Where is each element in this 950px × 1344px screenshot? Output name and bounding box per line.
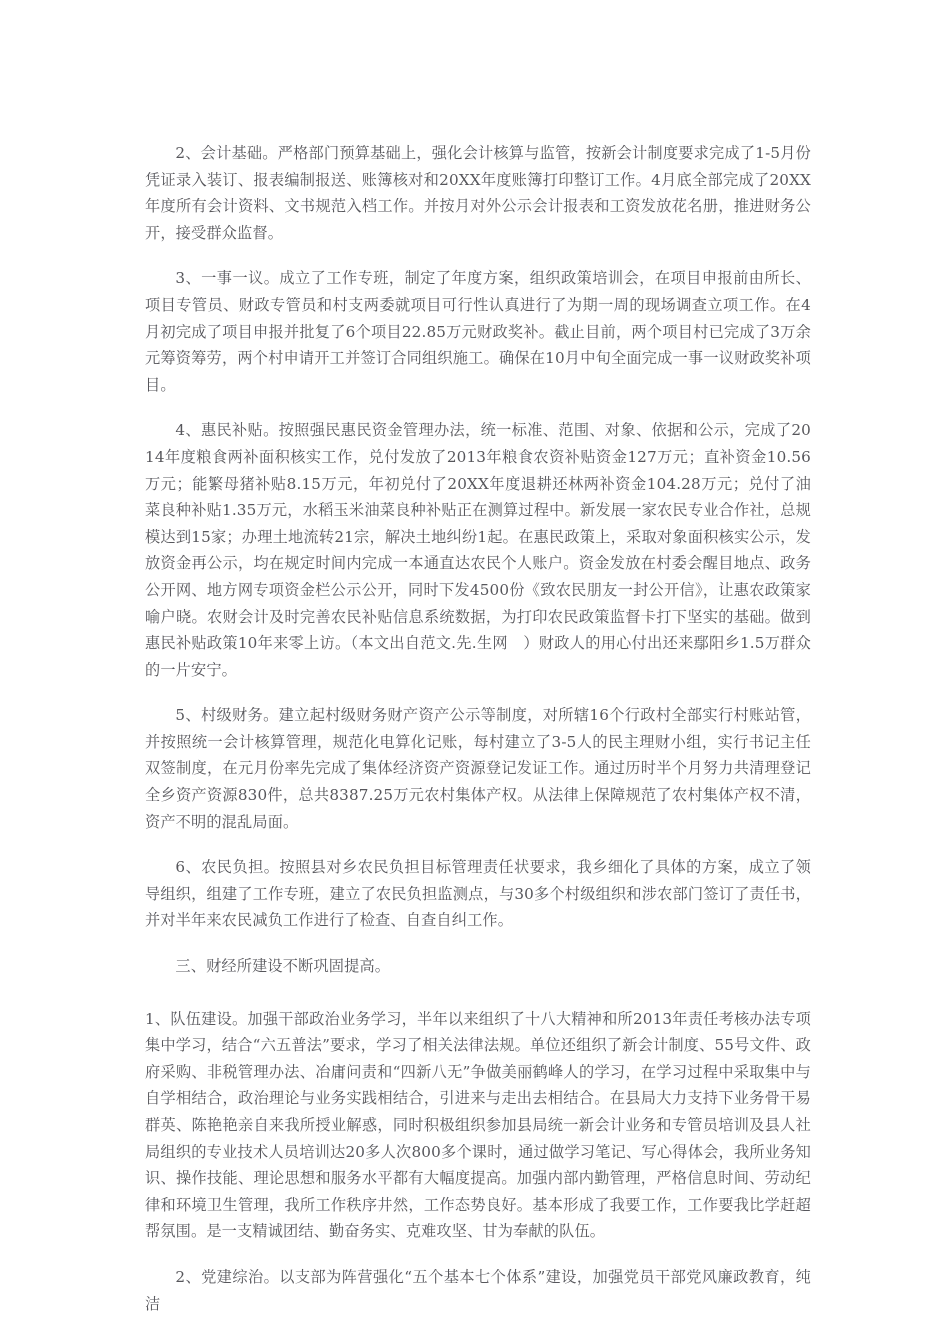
paragraph-one-case-one-discussion: 3、一事一议。成立了工作专班，制定了年度方案，组织政策培训会，在项目申报前由所长、项目专管员、财政专管员和村支两委就项目可行性认真进行了为期一周的现场调查立项工作。在4月初完成了项目申报并批复了6个项目22.85万元财政奖补。截止目前，两个项目村已完成了3万余元筹资筹劳，两个村申请开工并签订合同组织施工。确保在10月中旬全面完成一事一议财政奖补项目。: [145, 269, 811, 394]
paragraph-village-finance: 5、村级财务。建立起村级财务财产资产公示等制度，对所辖16个行政村全部实行村账站管，并按照统一会计核算管理，规范化电算化记账，每村建立了3-5人的民主理财小组，实行书记主任双签制度，在元月份率先完成了集体经济资产资源登记发证工作。通过历时半个月努力共清理登记全乡资产资源830件，总共8387.25万元农村集体产权。从法律上保障规范了农村集体产权不清，资产不明的混乱局面。: [145, 706, 811, 831]
paragraph-party-building: 2、党建综治。以支部为阵营强化“五个基本七个体系”建设，加强党员干部党风廉政教育，纯洁: [145, 1267, 811, 1313]
paragraph-accounting-basis: 2、会计基础。严格部门预算基础上，强化会计核算与监管，按新会计制度要求完成了1-5月份凭证录入装订、报表编制报送、账簿核对和20XX年度账簿打印整订工作。4月底全部完成了20XX年度所有会计资料、文书规范入档工作。并按月对外公示会计报表和工资发放花名册，推进财务公开，接受群众监督。: [145, 144, 811, 242]
document-text-body: [145, 140, 811, 1317]
paragraph-farmer-benefit-subsidy: 4、惠民补贴。按照强民惠民资金管理办法，统一标准、范围、对象、依据和公示，完成了2014年度粮食两补面积核实工作，兑付发放了2013年粮食农资补贴资金127万元；直补资金10.56万元；能繁母猪补贴8.15万元，年初兑付了20XX年度退耕还林两补资金104.28万元；兑付了油菜良种补贴1.35万元，水稻玉米油菜良种补贴正在测算过程中。新发展一家农民专业合作社，总规模达到15家；办理土地流转21宗，解决土地纠纷1起。在惠民政策上，采取对象面积核实公示，发放资金再公示，均在规定时间内完成一本通直达农民个人账户。资金发放在村委会醒目地点、政务公开网、地方网专项资金栏公示公开，同时下发4500份《致农民朋友一封公开信》，让惠农政策家喻户晓。农财会计及时完善农民补贴信息系统数据，为打印农民政策监督卡打下坚实的基础。做到惠民补贴政策10年来零上访。（本文出自范文.先.生网 ）财政人的用心付出还来鄢阳乡1.5万群众的一片安宁。: [145, 421, 811, 679]
paragraph-farmer-burden: 6、农民负担。按照县对乡农民负担目标管理责任状要求，我乡细化了具体的方案，成立了领导组织，组建了工作专班，建立了农民负担监测点，与30多个村级组织和涉农部门签订了责任书，并对半年来农民减负工作进行了检查、自查自纠工作。: [145, 858, 811, 930]
paragraph-team-building: 1、队伍建设。加强干部政治业务学习，半年以来组织了十八大精神和所2013年责任考核办法专项集中学习，结合“六五普法”要求，学习了相关法律法规。单位还组织了新会计制度、55号文件、政府采购、非税管理办法、冶庸问责和“四新八无”争做美丽鹤峰人的学习，在学习过程中采取集中与自学相结合，政治理论与业务实践相结合，引进来与走出去相结合。在县局大力支持下业务骨干易群英、陈艳艳亲自来我所授业解惑，同时积极组织参加县局统一新会计业务和专管员培训及县人社局组织的专业技术人员培训达20多人次800多个课时，通过做学习笔记、写心得体会，我所业务知识、操作技能、理论思想和服务水平都有大幅度提高。加强内部内勤管理，严格信息时间、劳动纪律和环境卫生管理，我所工作秩序井然，工作态势良好。基本形成了我要工作，工作要我比学赶超帮氛围。是一支精诚团结、勤奋务实、克难攻坚、甘为奉献的队伍。: [145, 1009, 811, 1241]
section-heading-finance-office-construction: 三、财经所建设不断巩固提高。: [175, 957, 391, 976]
